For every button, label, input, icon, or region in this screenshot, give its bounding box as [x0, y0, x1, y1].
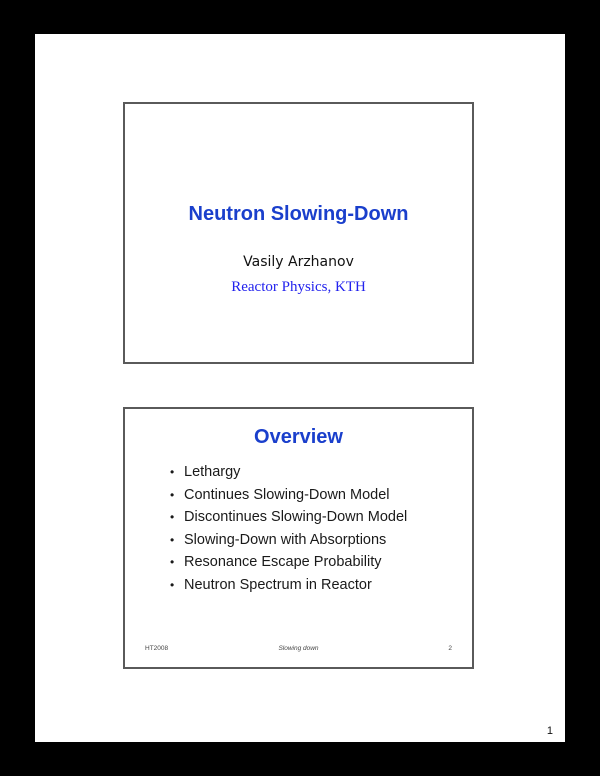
list-item: • Lethargy: [170, 461, 407, 484]
slide-title-heading: Neutron Slowing-Down: [188, 203, 409, 225]
list-item: • Slowing-Down with Absorptions: [170, 529, 407, 552]
bullet-icon: •: [170, 510, 175, 525]
document-page: [35, 34, 565, 742]
bullet-icon: •: [170, 487, 175, 502]
overview-bullet-list: [170, 461, 407, 597]
slide-title: [123, 102, 474, 364]
slide-overview: [123, 407, 474, 669]
list-item: • Resonance Escape Probability: [170, 551, 407, 574]
footer-slide-number: 2: [448, 645, 452, 652]
page-number: 1: [546, 725, 553, 737]
list-item: • Discontinues Slowing-Down Model: [170, 506, 407, 529]
bullet-icon: •: [170, 465, 175, 479]
list-item: • Neutron Spectrum in Reactor: [170, 574, 407, 597]
footer-course-code: HT2008: [145, 645, 169, 652]
overview-heading: Overview: [254, 426, 343, 448]
footer-topic: Slowing down: [278, 645, 319, 652]
author-name: Vasily Arzhanov: [243, 254, 354, 270]
bullet-icon: •: [170, 532, 175, 547]
bullet-icon: •: [170, 577, 175, 592]
bullet-icon: •: [170, 555, 175, 570]
list-item: • Continues Slowing-Down Model: [170, 484, 407, 507]
affiliation: Reactor Physics, KTH: [231, 279, 366, 295]
slide-footer: [125, 645, 472, 655]
